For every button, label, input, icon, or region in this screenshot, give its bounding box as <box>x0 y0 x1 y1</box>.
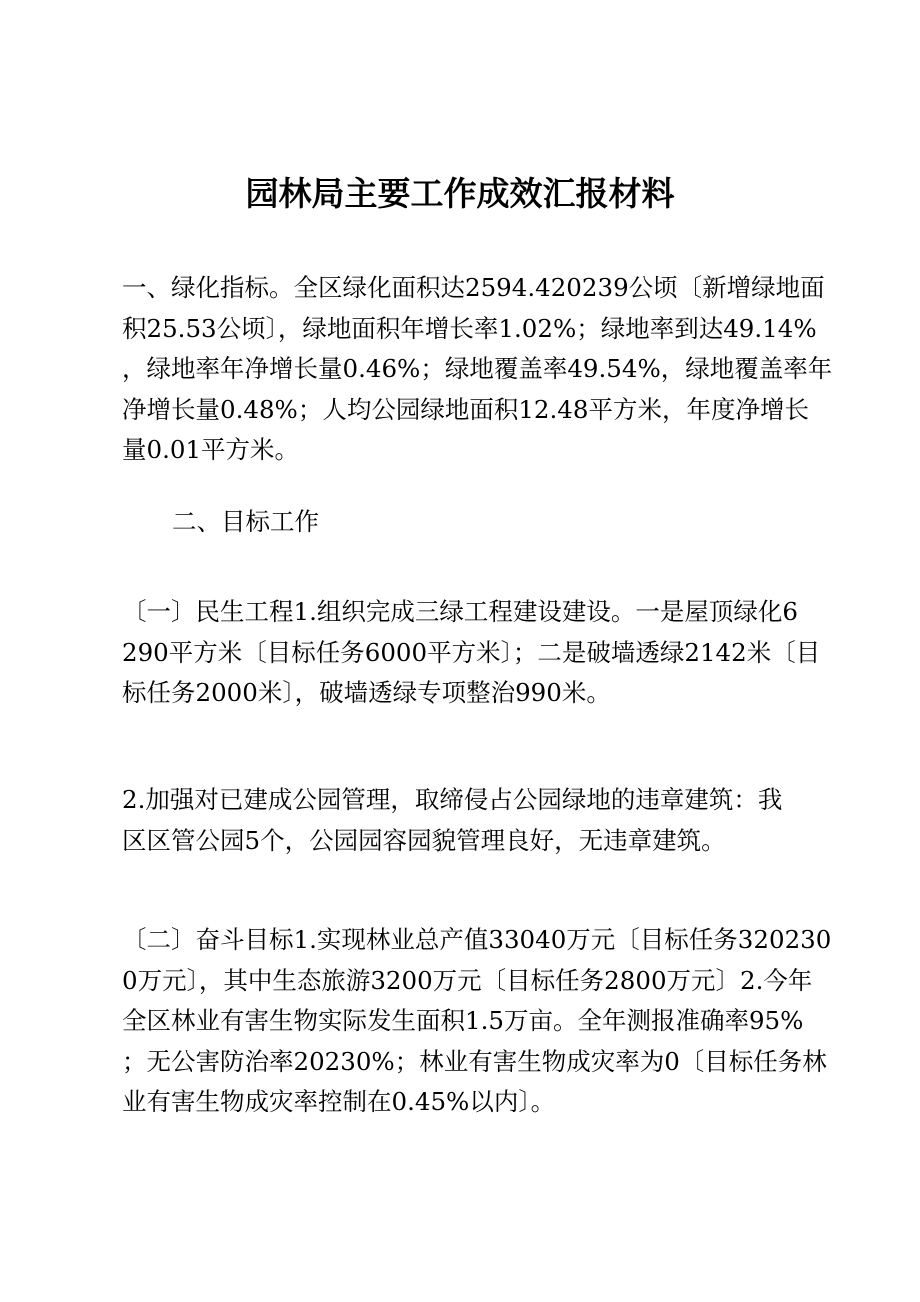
text-line: 量0.01平方米。 <box>122 435 300 464</box>
section-heading-target-work <box>172 502 862 543</box>
text-line: 二、目标工作 <box>172 507 319 536</box>
paragraph-park-management <box>122 780 812 861</box>
text-line: 290平方米〔目标任务6000平方米〕；二是破墙透绿2142米〔目 <box>122 637 821 667</box>
text-line: 业有害生物成灾率控制在0.45%以内〕。 <box>122 1087 556 1116</box>
paragraph-struggle-goals <box>122 920 832 1123</box>
text-line: 〔二〕奋斗目标1.实现林业总产值33040万元〔目标任务320230 <box>122 925 832 954</box>
text-line: ，绿地率年净增长量0.46%；绿地覆盖率49.54%，绿地覆盖率年 <box>122 354 833 383</box>
text-line: 2.加强对已建成公园管理，取缔侵占公园绿地的违章建筑：我 <box>122 785 783 814</box>
text-line: 净增长量0.48%；人均公园绿地面积12.48平方米，年度净增长 <box>122 394 809 424</box>
text-line: 标任务2000米〕，破墙透绿专项整治990米。 <box>122 678 611 707</box>
text-line: 一、绿化指标。全区绿化面积达2594.420239公顷〔新增绿地面 <box>122 273 825 302</box>
text-line: 0万元〕，其中生态旅游3200万元〔目标任务2800万元〕2.今年 <box>122 965 813 995</box>
paragraph-livelihood-project <box>122 592 821 714</box>
text-line: 〔一〕民生工程1.组织完成三绿工程建设建设。一是屋顶绿化6 <box>122 597 798 626</box>
text-line: ；无公害防治率20230%；林业有害生物成灾率为0〔目标任务林 <box>122 1046 827 1076</box>
text-line: 区区管公园5个，公园园容园貌管理良好，无违章建筑。 <box>122 825 726 855</box>
text-line: 全区林业有害生物实际发生面积1.5万亩。全年测报准确率95% <box>122 1006 804 1035</box>
paragraph-greening-indicators <box>122 268 833 471</box>
document-title: 园林局主要工作成效汇报材料 <box>245 174 675 213</box>
text-line: 积25.53公顷〕，绿地面积年增长率1.02%；绿地率到达49.14% <box>122 313 817 343</box>
